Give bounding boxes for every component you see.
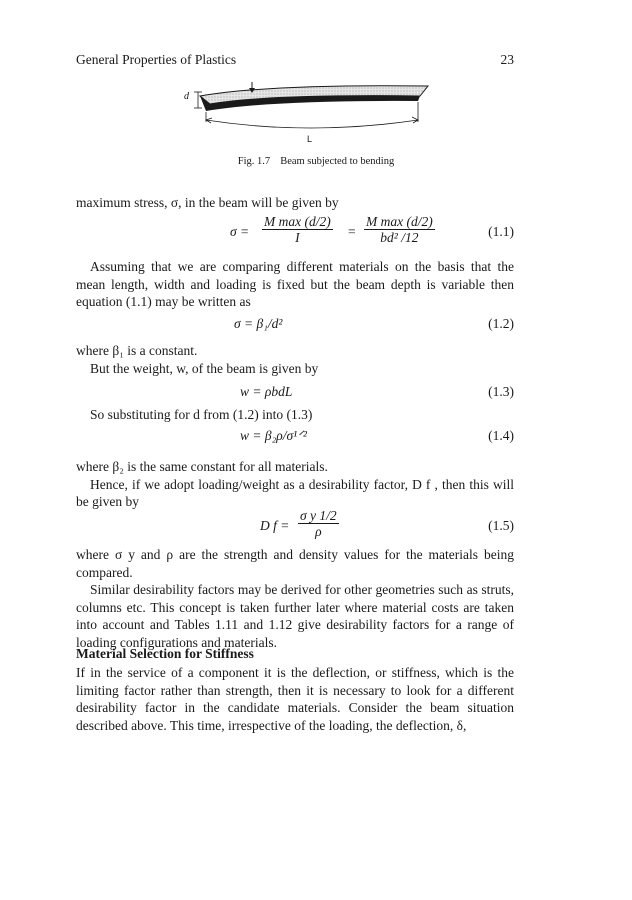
p1-text: maximum stress, σ, in the beam will be given by [76,195,339,210]
p6-text: where β₂ is the same constant for all materials. [76,459,328,474]
beam-bending-diagram [160,78,460,150]
eq5-number: (1.5) [488,518,514,533]
caption-label: Fig. 1.7 [237,156,271,167]
paragraph-3 [76,342,514,377]
paragraph-8 [76,546,514,651]
equation-1-2 [76,316,514,338]
paragraph-6 [76,458,514,511]
eq1-number: (1.1) [488,224,514,239]
equation-1-3 [76,384,514,406]
equation-1-5 [76,506,514,544]
p5-text: So substituting for d from (1.2) into (1.3) [90,407,313,422]
p2-text: Assuming that we are comparing different materials on the basis that the mean length, width and loading is fixed but the beam depth is variable then equation (1.1) may be written as [76,259,514,309]
length-label: L [307,134,313,144]
eq5-frac [298,508,339,539]
eq1-equals: = [348,224,356,239]
equation-1-1 [76,212,514,252]
eq1-num2: M max (d/2) [366,214,433,229]
paragraph-10 [76,664,514,734]
eq1-lhs: σ = [230,224,250,239]
eq3-expr: w = ρbdL [240,384,293,399]
eq1-den2: bd² /12 [380,230,419,245]
equation-1-4 [76,428,514,450]
p4-text: But the weight, w, of the beam is given by [90,360,319,376]
section-heading: Material Selection for Stiffness [76,646,254,661]
beam-figure [160,78,460,150]
paragraph-2 [76,258,514,311]
p7-text: Hence, if we adopt loading/weight as a desirability factor, D f , then this will be given by [76,476,514,509]
page-number: 23 [500,52,514,67]
p9-text: Similar desirability factors may be derived for other geometries such as struts, columns etc. This concept is taken further later where material costs are taken into account and Tables 1.11 and 1.12 give desirability factors for a range of loading configurations and materials. [76,582,514,650]
eq5-num: σ y 1/2 [300,508,337,523]
eq1-den1: I [295,230,300,245]
eq4-number: (1.4) [488,428,514,443]
depth-label: d [184,91,189,102]
length-dimension-line [206,120,418,128]
eq2-number: (1.2) [488,316,514,331]
p8-text: where σ y and ρ are the strength and density values for the materials being compared. [76,547,514,580]
eq2-expr: σ = β₁/d² [234,316,283,331]
figure-caption [0,156,632,167]
paragraph-1 [76,194,514,212]
eq5-den: ρ [315,524,322,539]
eq5-lhs: D f = [260,518,290,533]
running-title: General Properties of Plastics [76,52,237,67]
eq1-frac1 [262,214,333,245]
caption-text: Beam subjected to bending [280,156,395,167]
p10-text: If in the service of a component it is the deflection, or stiffness, which is the limiting factor rather than strength, then it is necessary to look for a different desirability factor in the candidate materials. Consider the beam situation described above. This time, irrespective of the loading, the deflection, δ, [76,665,514,733]
running-head [76,52,514,72]
eq1-frac2 [364,214,435,245]
eq4-expr: w = β₂ρ/σ¹ᐟ² [240,428,307,443]
eq1-num1: M max (d/2) [264,214,331,229]
paragraph-5 [76,406,514,424]
eq3-number: (1.3) [488,384,514,399]
p3-text: where β₁ is a constant. [76,343,198,358]
